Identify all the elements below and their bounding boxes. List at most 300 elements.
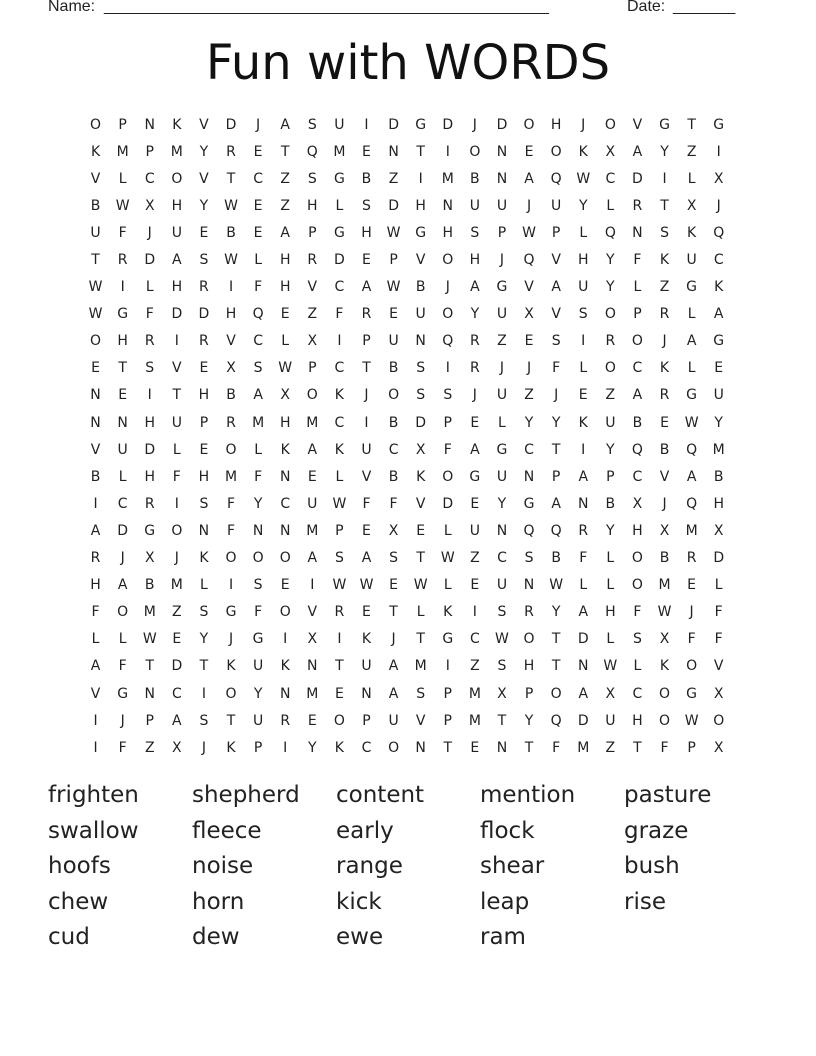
- grid-letter: E: [199, 224, 209, 241]
- grid-letter: S: [578, 306, 588, 323]
- grid-letter: U: [496, 197, 508, 214]
- grid-letter: N: [144, 116, 155, 133]
- grid-letter: P: [497, 224, 507, 241]
- grid-letter: A: [578, 604, 589, 621]
- grid-letter: Y: [551, 604, 561, 621]
- grid-letter: X: [307, 631, 318, 648]
- grid-letter: M: [170, 577, 183, 594]
- grid-letter: X: [144, 550, 155, 567]
- grid-letter: O: [90, 116, 102, 133]
- grid-letter: G: [713, 333, 725, 350]
- grid-letter: R: [659, 306, 670, 323]
- grid-letter: I: [120, 279, 125, 296]
- grid-letter: Q: [523, 252, 535, 269]
- grid-letter: M: [252, 414, 265, 431]
- grid-letter: O: [686, 658, 698, 675]
- grid-letter: C: [334, 414, 345, 431]
- grid-letter: I: [93, 739, 98, 756]
- word-bank-item: bush: [624, 853, 680, 879]
- grid-letter: L: [579, 224, 588, 241]
- grid-letter: V: [415, 252, 426, 269]
- grid-letter: F: [389, 495, 398, 512]
- grid-letter: G: [333, 170, 345, 187]
- grid-letter: T: [280, 143, 290, 160]
- word-bank-item: noise: [192, 853, 254, 879]
- grid-letter: H: [279, 414, 291, 431]
- grid-letter: Y: [199, 631, 209, 648]
- grid-letter: C: [632, 360, 643, 377]
- grid-letter: R: [469, 360, 480, 377]
- grid-row: [82, 382, 732, 409]
- grid-letter: G: [686, 279, 698, 296]
- grid-letter: A: [307, 441, 318, 458]
- grid-letter: M: [170, 143, 183, 160]
- grid-letter: H: [632, 522, 643, 539]
- grid-letter: O: [252, 550, 264, 567]
- grid-letter: D: [171, 658, 183, 675]
- grid-letter: A: [524, 170, 534, 187]
- grid-letter: H: [198, 468, 210, 485]
- grid-letter: P: [687, 739, 696, 756]
- grid-letter: N: [577, 658, 589, 675]
- grid-letter: D: [334, 252, 345, 269]
- grid-letter: H: [279, 279, 291, 296]
- grid-letter: K: [416, 468, 426, 485]
- grid-letter: O: [604, 306, 616, 323]
- grid-letter: B: [226, 387, 236, 404]
- grid-letter: Z: [307, 306, 318, 323]
- grid-letter: L: [172, 441, 181, 458]
- grid-letter: Y: [199, 197, 209, 214]
- grid-letter: R: [199, 333, 209, 350]
- grid-letter: W: [278, 360, 293, 377]
- grid-letter: N: [307, 658, 318, 675]
- grid-letter: J: [499, 252, 505, 269]
- grid-letter: P: [118, 116, 127, 133]
- grid-letter: N: [577, 495, 589, 512]
- grid-letter: B: [388, 468, 399, 485]
- grid-letter: H: [198, 387, 210, 404]
- grid-letter: N: [388, 143, 399, 160]
- grid-letter: G: [469, 468, 481, 485]
- grid-letter: X: [172, 739, 182, 756]
- grid-letter: P: [308, 224, 317, 241]
- grid-letter: E: [253, 224, 263, 241]
- grid-letter: N: [144, 685, 155, 702]
- grid-letter: T: [660, 197, 669, 214]
- grid-letter: Q: [550, 522, 562, 539]
- grid-letter: S: [443, 387, 453, 404]
- grid-letter: I: [174, 333, 179, 350]
- grid-letter: K: [226, 658, 236, 675]
- grid-row: [82, 490, 732, 517]
- grid-letter: W: [88, 279, 103, 296]
- grid-letter: L: [633, 658, 642, 675]
- grid-letter: H: [171, 197, 183, 214]
- grid-letter: J: [554, 387, 559, 404]
- grid-letter: M: [685, 522, 698, 539]
- grid-letter: U: [551, 197, 562, 214]
- grid-letter: W: [224, 252, 238, 269]
- grid-letter: O: [631, 333, 643, 350]
- grid-letter: J: [716, 197, 721, 214]
- grid-letter: W: [603, 658, 618, 675]
- grid-letter: L: [687, 306, 696, 323]
- grid-letter: E: [362, 252, 371, 269]
- grid-letter: I: [581, 333, 586, 350]
- grid-letter: L: [443, 577, 452, 594]
- grid-letter: I: [228, 279, 234, 296]
- grid-letter: H: [605, 604, 616, 621]
- grid-letter: U: [469, 197, 480, 214]
- grid-row: [82, 517, 732, 544]
- grid-letter: P: [362, 333, 371, 350]
- grid-letter: C: [253, 170, 263, 187]
- grid-letter: A: [90, 658, 101, 675]
- grid-letter: E: [470, 577, 480, 594]
- grid-letter: A: [686, 333, 697, 350]
- grid-letter: K: [226, 739, 236, 756]
- grid-letter: T: [524, 739, 534, 756]
- word-bank-item: cud: [48, 924, 90, 950]
- grid-letter: D: [117, 522, 129, 539]
- grid-letter: S: [199, 604, 209, 621]
- grid-letter: F: [660, 739, 669, 756]
- grid-letter: R: [144, 333, 155, 350]
- grid-letter: Y: [578, 197, 588, 214]
- grid-letter: E: [389, 577, 398, 594]
- grid-letter: R: [117, 252, 128, 269]
- grid-letter: P: [443, 712, 452, 729]
- grid-letter: K: [687, 224, 697, 241]
- grid-letter: E: [253, 143, 263, 160]
- grid-letter: C: [171, 685, 182, 702]
- grid-letter: T: [91, 252, 100, 269]
- grid-letter: G: [415, 116, 427, 133]
- grid-letter: H: [225, 306, 237, 323]
- grid-row: [82, 274, 732, 301]
- grid-letter: M: [414, 658, 427, 675]
- grid-letter: P: [199, 414, 209, 431]
- grid-letter: M: [306, 522, 319, 539]
- grid-letter: F: [714, 604, 723, 621]
- grid-letter: I: [716, 143, 721, 160]
- grid-letter: T: [443, 739, 453, 756]
- grid-letter: D: [442, 495, 454, 512]
- grid-letter: L: [579, 360, 588, 377]
- grid-letter: K: [334, 739, 344, 756]
- grid-letter: E: [118, 387, 128, 404]
- grid-letter: D: [577, 631, 589, 648]
- page-title: Fun with WORDS: [205, 35, 611, 91]
- grid-letter: J: [581, 116, 586, 133]
- grid-letter: O: [225, 441, 237, 458]
- grid-letter: U: [686, 252, 697, 269]
- grid-letter: I: [93, 712, 98, 729]
- grid-letter: O: [90, 333, 102, 350]
- grid-letter: P: [606, 468, 615, 485]
- word-bank-item: ram: [480, 924, 526, 950]
- grid-letter: K: [578, 143, 588, 160]
- grid-letter: J: [147, 224, 152, 241]
- grid-letter: S: [199, 495, 209, 512]
- grid-letter: I: [337, 333, 342, 350]
- grid-letter: E: [172, 631, 182, 648]
- grid-letter: P: [551, 224, 561, 241]
- grid-letter: G: [496, 441, 508, 458]
- grid-letter: V: [361, 468, 372, 485]
- grid-row: [82, 572, 732, 599]
- word-bank-item: chew: [48, 888, 109, 915]
- grid-letter: U: [578, 279, 589, 296]
- grid-letter: L: [118, 631, 127, 648]
- grid-letter: E: [524, 333, 534, 350]
- grid-letter: K: [714, 279, 724, 296]
- grid-letter: I: [228, 577, 234, 594]
- grid-letter: N: [90, 387, 101, 404]
- grid-letter: X: [524, 306, 534, 323]
- grid-letter: F: [443, 441, 452, 458]
- grid-letter: B: [144, 577, 155, 594]
- grid-letter: C: [388, 441, 399, 458]
- grid-letter: C: [117, 495, 128, 512]
- grid-letter: X: [659, 522, 670, 539]
- grid-letter: E: [362, 604, 371, 621]
- grid-letter: F: [362, 495, 371, 512]
- grid-letter: U: [605, 712, 616, 729]
- grid-letter: D: [442, 116, 454, 133]
- grid-letter: A: [470, 441, 480, 458]
- grid-letter: U: [361, 441, 372, 458]
- grid-letter: Z: [605, 739, 616, 756]
- grid-letter: B: [388, 414, 399, 431]
- grid-letter: K: [578, 414, 588, 431]
- grid-letter: Q: [442, 333, 454, 350]
- grid-letter: L: [281, 333, 290, 350]
- grid-letter: K: [199, 550, 209, 567]
- grid-letter: V: [90, 170, 101, 187]
- grid-letter: F: [226, 522, 236, 539]
- grid-letter: E: [389, 306, 398, 323]
- word-bank-item: leap: [480, 888, 530, 915]
- grid-letter: A: [470, 279, 480, 296]
- grid-letter: E: [660, 414, 669, 431]
- grid-letter: U: [496, 306, 508, 323]
- grid-letter: I: [445, 658, 450, 675]
- grid-letter: L: [606, 550, 615, 567]
- word-bank-item: shear: [480, 853, 545, 879]
- grid-letter: A: [280, 116, 290, 133]
- grid-letter: O: [550, 685, 562, 702]
- grid-letter: F: [552, 360, 561, 377]
- grid-letter: J: [256, 116, 261, 133]
- grid-letter: J: [120, 550, 125, 567]
- grid-letter: V: [415, 495, 426, 512]
- grid-letter: D: [198, 306, 210, 323]
- grid-row: [82, 192, 732, 219]
- grid-letter: A: [172, 252, 182, 269]
- word-bank-item: graze: [624, 817, 689, 844]
- grid-letter: T: [172, 387, 182, 404]
- name-field[interactable]: __________________________________________________: [104, 0, 549, 15]
- grid-row: [82, 463, 732, 490]
- grid-letter: B: [551, 550, 561, 567]
- grid-letter: F: [145, 306, 154, 323]
- grid-letter: M: [577, 739, 590, 756]
- grid-letter: V: [226, 333, 236, 350]
- grid-letter: R: [90, 550, 101, 567]
- grid-letter: P: [551, 468, 561, 485]
- grid-letter: W: [522, 224, 536, 241]
- grid-letter: L: [687, 360, 696, 377]
- grid-letter: V: [551, 252, 561, 269]
- grid-letter: R: [659, 387, 670, 404]
- grid-letter: N: [415, 739, 426, 756]
- grid-letter: X: [686, 197, 697, 214]
- grid-letter: V: [632, 116, 643, 133]
- grid-letter: C: [605, 170, 616, 187]
- grid-letter: B: [226, 224, 236, 241]
- word-bank-item: horn: [192, 888, 245, 915]
- grid-letter: R: [524, 604, 534, 621]
- grid-letter: I: [174, 495, 179, 512]
- grid-letter: A: [713, 306, 724, 323]
- grid-letter: I: [445, 360, 450, 377]
- grid-letter: L: [579, 577, 588, 594]
- grid-letter: W: [495, 631, 509, 648]
- grid-row: [82, 165, 732, 192]
- grid-letter: U: [361, 658, 372, 675]
- grid-letter: G: [686, 685, 698, 702]
- grid-letter: M: [224, 468, 238, 485]
- grid-letter: V: [199, 116, 209, 133]
- word-search-grid: [82, 111, 732, 761]
- grid-letter: E: [416, 522, 426, 539]
- grid-letter: G: [117, 306, 129, 323]
- grid-letter: J: [526, 197, 532, 214]
- grid-letter: Y: [524, 712, 534, 729]
- grid-letter: P: [253, 739, 263, 756]
- grid-letter: F: [172, 468, 181, 485]
- grid-letter: H: [361, 224, 372, 241]
- grid-letter: J: [228, 631, 234, 648]
- word-bank-item: rise: [624, 888, 666, 915]
- grid-letter: Y: [660, 143, 669, 160]
- grid-letter: D: [415, 414, 427, 431]
- grid-row: [82, 111, 732, 138]
- grid-letter: S: [524, 550, 534, 567]
- grid-letter: O: [442, 306, 454, 323]
- grid-letter: R: [226, 143, 236, 160]
- grid-letter: C: [253, 333, 263, 350]
- grid-letter: Q: [713, 224, 725, 241]
- grid-letter: U: [388, 712, 399, 729]
- grid-letter: D: [632, 170, 643, 187]
- grid-letter: U: [171, 224, 182, 241]
- grid-letter: Z: [524, 387, 534, 404]
- grid-letter: E: [470, 414, 480, 431]
- grid-letter: F: [91, 604, 100, 621]
- grid-letter: R: [605, 333, 616, 350]
- grid-letter: H: [523, 658, 535, 675]
- grid-letter: X: [497, 685, 507, 702]
- grid-letter: G: [496, 279, 508, 296]
- grid-letter: A: [90, 522, 101, 539]
- grid-letter: O: [550, 143, 562, 160]
- grid-letter: Y: [497, 495, 507, 512]
- grid-letter: F: [254, 279, 263, 296]
- grid-letter: Z: [280, 170, 290, 187]
- grid-letter: I: [581, 441, 586, 458]
- grid-letter: F: [118, 739, 127, 756]
- word-bank-item: content: [336, 782, 425, 808]
- grid-letter: I: [310, 577, 315, 594]
- grid-letter: Z: [605, 387, 616, 404]
- grid-letter: F: [633, 604, 642, 621]
- word-bank-item: flock: [480, 817, 535, 844]
- grid-letter: M: [333, 143, 346, 160]
- grid-letter: S: [199, 252, 209, 269]
- grid-letter: V: [307, 279, 318, 296]
- grid-letter: S: [416, 387, 426, 404]
- grid-letter: T: [497, 712, 507, 729]
- grid-letter: I: [93, 495, 98, 512]
- grid-letter: U: [252, 658, 264, 675]
- word-bank-item: swallow: [48, 817, 139, 844]
- grid-letter: E: [307, 468, 317, 485]
- grid-letter: J: [391, 631, 396, 648]
- grid-letter: F: [118, 658, 127, 675]
- grid-letter: W: [142, 631, 157, 648]
- grid-letter: S: [362, 197, 371, 214]
- grid-letter: M: [306, 685, 319, 702]
- grid-letter: O: [388, 387, 400, 404]
- grid-letter: A: [578, 685, 589, 702]
- grid-letter: L: [118, 468, 127, 485]
- grid-letter: Z: [659, 279, 670, 296]
- grid-letter: Q: [306, 143, 318, 160]
- grid-letter: O: [171, 522, 183, 539]
- grid-letter: S: [334, 550, 344, 567]
- grid-letter: N: [496, 522, 508, 539]
- grid-letter: L: [606, 197, 615, 214]
- grid-letter: I: [662, 170, 667, 187]
- grid-letter: X: [713, 739, 724, 756]
- grid-letter: X: [605, 143, 616, 160]
- grid-row: [82, 328, 732, 355]
- grid-row: [82, 409, 732, 436]
- grid-letter: D: [225, 116, 237, 133]
- grid-letter: F: [579, 550, 588, 567]
- grid-letter: N: [252, 522, 264, 539]
- grid-letter: W: [684, 414, 699, 431]
- grid-letter: B: [90, 197, 101, 214]
- grid-letter: T: [362, 360, 371, 377]
- date-field[interactable]: _______: [673, 0, 736, 15]
- grid-letter: X: [144, 197, 155, 214]
- word-bank-item: frighten: [48, 782, 139, 808]
- word-bank-item: ewe: [336, 924, 384, 950]
- grid-letter: T: [551, 631, 561, 648]
- grid-letter: D: [388, 116, 399, 133]
- grid-letter: O: [279, 604, 291, 621]
- grid-letter: L: [416, 604, 425, 621]
- grid-letter: Y: [551, 414, 561, 431]
- grid-letter: L: [335, 468, 344, 485]
- grid-letter: R: [226, 414, 236, 431]
- grid-row: [82, 355, 732, 382]
- grid-letter: I: [445, 143, 450, 160]
